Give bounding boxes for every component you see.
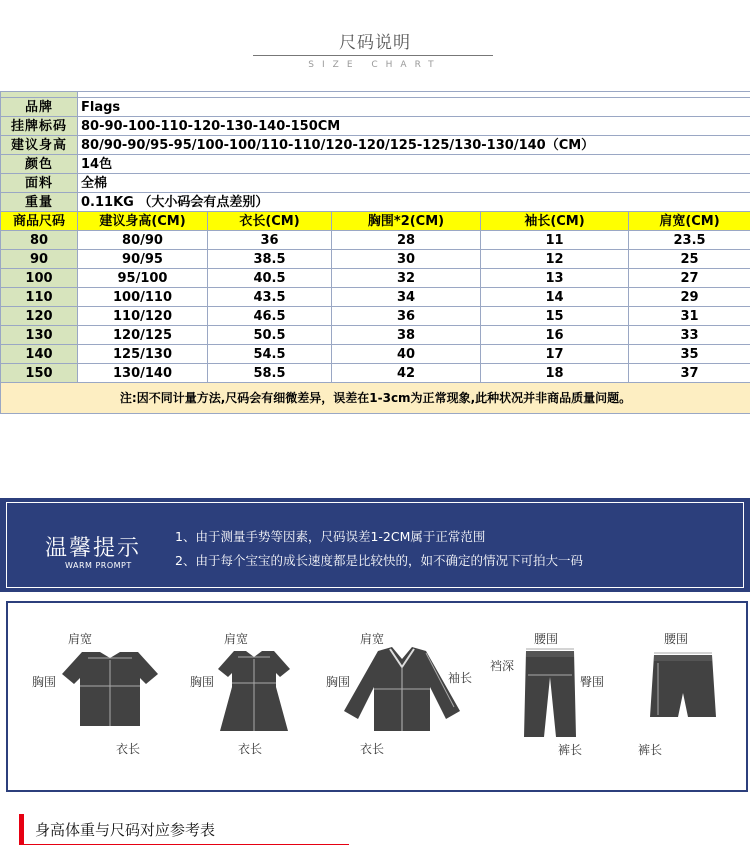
section-accent-bar	[19, 814, 24, 844]
table-cell: 125/130	[78, 345, 208, 364]
table-cell: 27	[629, 269, 750, 288]
table-cell: 31	[629, 307, 750, 326]
pants-length-label: 裤长	[558, 743, 583, 757]
table-cell: 50.5	[208, 326, 332, 345]
table-cell: 35	[629, 345, 750, 364]
size-cell: 150	[1, 364, 78, 383]
table-cell: 42	[332, 364, 481, 383]
info-label: 颜色	[1, 155, 78, 174]
title-divider	[253, 55, 493, 56]
table-row	[1, 364, 750, 383]
table-cell: 130/140	[78, 364, 208, 383]
table-cell: 36	[208, 231, 332, 250]
shorts-length-label: 裤长	[638, 743, 663, 757]
table-row	[1, 345, 750, 364]
info-label: 建议身高	[1, 136, 78, 155]
info-value: 0.11KG （大小码会有点差别）	[78, 193, 750, 212]
table-cell: 18	[481, 364, 629, 383]
warm-prompt-line: 1、由于测量手势等因素，尺码误差1-2CM属于正常范围	[175, 529, 486, 544]
table-cell: 11	[481, 231, 629, 250]
height-weight-reference-title: 身高体重与尺码对应参考表	[35, 821, 216, 839]
table-cell: 58.5	[208, 364, 332, 383]
table-cell: 43.5	[208, 288, 332, 307]
table-row	[1, 231, 750, 250]
table-cell: 34	[332, 288, 481, 307]
size-cell: 90	[1, 250, 78, 269]
section-underline	[19, 844, 349, 845]
tshirt-chest-label: 胸围	[32, 675, 57, 689]
info-value: 80-90-100-110-120-130-140-150CM	[78, 117, 750, 136]
table-row	[1, 250, 750, 269]
table-note-row	[1, 383, 750, 414]
table-cell: 17	[481, 345, 629, 364]
table-cell: 46.5	[208, 307, 332, 326]
dress-chest-label: 胸围	[190, 675, 215, 689]
warm-prompt-title: 温馨提示	[45, 536, 142, 561]
jacket-sleeve-label: 袖长	[448, 671, 473, 685]
table-cell: 25	[629, 250, 750, 269]
table-row	[1, 288, 750, 307]
table-cell: 32	[332, 269, 481, 288]
table-cell: 95/100	[78, 269, 208, 288]
column-header: 建议身高(CM)	[78, 212, 208, 231]
table-cell: 15	[481, 307, 629, 326]
jacket-icon	[342, 645, 462, 733]
table-cell: 33	[629, 326, 750, 345]
size-cell: 110	[1, 288, 78, 307]
info-row-fabric	[1, 174, 750, 193]
info-row-brand	[1, 98, 750, 117]
table-cell: 28	[332, 231, 481, 250]
size-cell: 140	[1, 345, 78, 364]
dress-length-label: 衣长	[238, 742, 263, 756]
info-row-weight	[1, 193, 750, 212]
size-cell: 130	[1, 326, 78, 345]
info-label: 品牌	[1, 98, 78, 117]
table-header-row	[1, 212, 750, 231]
table-cell: 40	[332, 345, 481, 364]
size-cell: 120	[1, 307, 78, 326]
size-table-container	[0, 91, 750, 414]
table-cell: 37	[629, 364, 750, 383]
pants-rise-label: 裆深	[490, 659, 515, 673]
size-chart-title: 尺码说明	[339, 33, 411, 53]
info-value: 14色	[78, 155, 750, 174]
size-table	[0, 91, 750, 414]
column-header: 衣长(CM)	[208, 212, 332, 231]
table-cell: 80/90	[78, 231, 208, 250]
warm-prompt-subtitle: WARM PROMPT	[65, 561, 132, 570]
shorts-waist-label: 腰围	[664, 632, 689, 646]
table-cell: 120/125	[78, 326, 208, 345]
table-cell: 54.5	[208, 345, 332, 364]
pants-hip-label: 臀围	[580, 675, 605, 689]
info-value: Flags	[78, 98, 750, 117]
dress-shoulder-label: 肩宽	[224, 632, 249, 646]
tshirt-icon	[60, 648, 160, 728]
jacket-shoulder-label: 肩宽	[360, 632, 385, 646]
table-cell: 40.5	[208, 269, 332, 288]
measurement-note: 注:因不同计量方法,尺码会有细微差异，误差在1-3cm为正常现象,此种状况并非商品质量问题。	[1, 383, 750, 414]
table-row	[1, 307, 750, 326]
size-chart-subtitle: SIZE CHART	[308, 60, 442, 70]
info-value: 80/90-90/95-95/100-100/110-110/120-120/125-125/130-130/140（CM）	[78, 136, 750, 155]
info-label: 重量	[1, 193, 78, 212]
dress-icon	[214, 647, 294, 733]
tshirt-shoulder-label: 肩宽	[68, 632, 93, 646]
shorts-icon	[648, 651, 718, 723]
info-row-color	[1, 155, 750, 174]
pants-waist-label: 腰围	[534, 632, 559, 646]
measurement-diagram-panel	[6, 601, 748, 792]
pants-icon	[520, 647, 580, 739]
warm-prompt-frame	[6, 502, 744, 588]
table-cell: 13	[481, 269, 629, 288]
table-cell: 23.5	[629, 231, 750, 250]
table-cell: 38	[332, 326, 481, 345]
table-cell: 36	[332, 307, 481, 326]
column-header: 袖长(CM)	[481, 212, 629, 231]
table-cell: 90/95	[78, 250, 208, 269]
table-cell: 12	[481, 250, 629, 269]
table-cell: 38.5	[208, 250, 332, 269]
column-header: 肩宽(CM)	[629, 212, 750, 231]
warm-prompt-line: 2、由于每个宝宝的成长速度都是比较快的，如不确定的情况下可拍大一码	[175, 553, 583, 568]
info-label: 面料	[1, 174, 78, 193]
info-row-height	[1, 136, 750, 155]
table-cell: 14	[481, 288, 629, 307]
column-header: 商品尺码	[1, 212, 78, 231]
table-row	[1, 269, 750, 288]
warm-prompt-banner	[0, 498, 750, 592]
size-cell: 100	[1, 269, 78, 288]
jacket-length-label: 衣长	[360, 742, 385, 756]
table-row	[1, 326, 750, 345]
table-cell: 16	[481, 326, 629, 345]
table-cell: 100/110	[78, 288, 208, 307]
column-header: 胸围*2(CM)	[332, 212, 481, 231]
tshirt-length-label: 衣长	[116, 742, 141, 756]
size-cell: 80	[1, 231, 78, 250]
table-cell: 29	[629, 288, 750, 307]
table-cell: 110/120	[78, 307, 208, 326]
info-label: 挂牌标码	[1, 117, 78, 136]
info-row-tag-size	[1, 117, 750, 136]
table-cell: 30	[332, 250, 481, 269]
jacket-chest-label: 胸围	[326, 675, 351, 689]
info-value: 全棉	[78, 174, 750, 193]
